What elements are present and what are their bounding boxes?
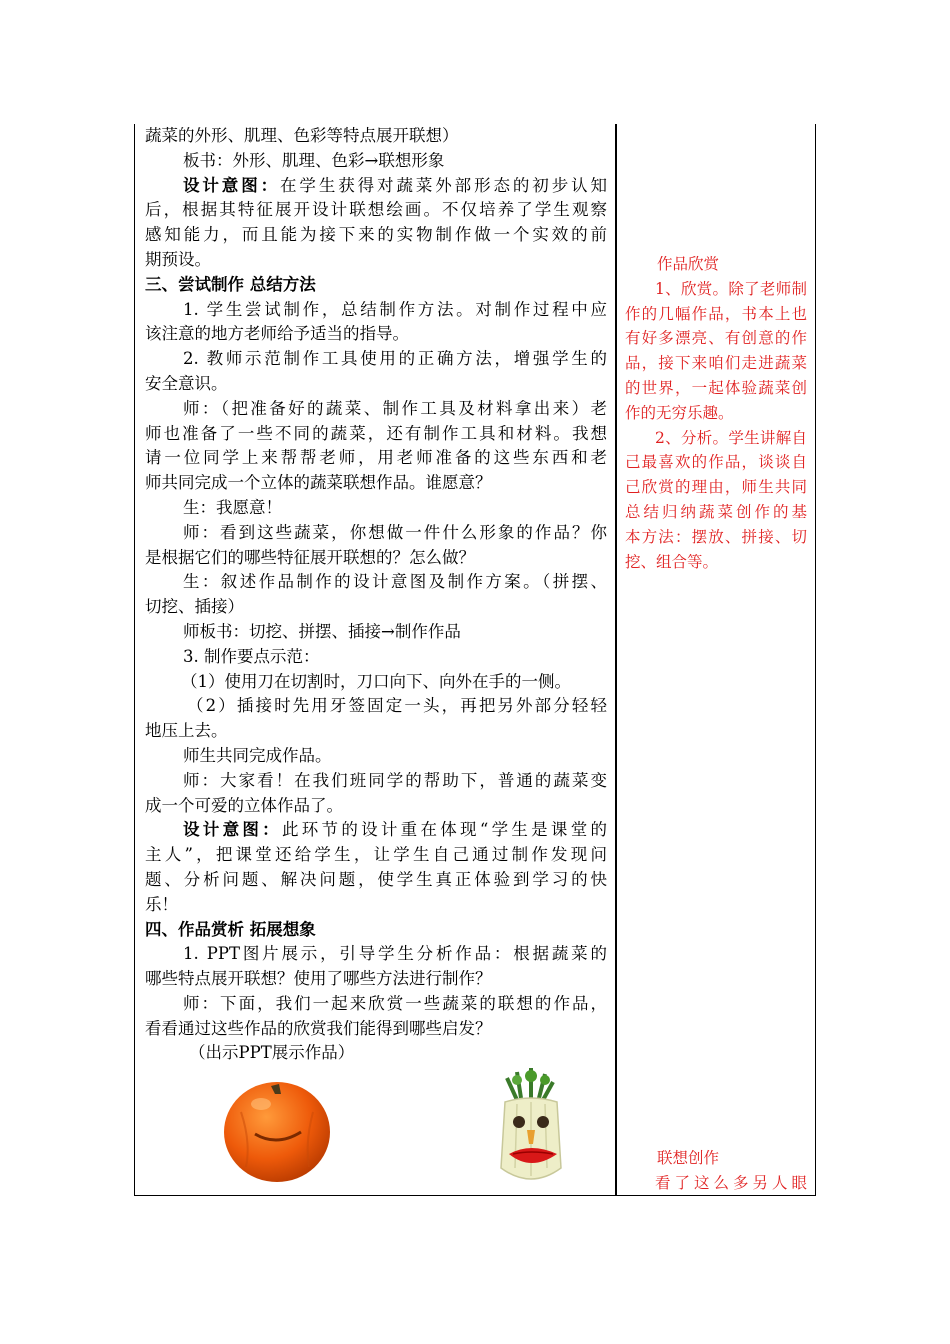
text-line: （2）插接时先用牙签固定一头，再把另外部分轻轻 [187, 696, 607, 716]
text-line: 是根据它们的哪些特征展开联想的？怎么做？ [145, 547, 475, 567]
text-line: 题、分析问题、解决问题，使学生真正体验到学习的快 [145, 869, 607, 889]
text-line: 师生共同完成作品。 [183, 745, 332, 765]
text-line: 师：下面，我们一起来欣赏一些蔬菜的联想的作品， [183, 993, 607, 1013]
side-line: 品，接下来咱们走进蔬菜 [625, 354, 807, 373]
side-line: 己最喜欢的作品，谈谈自 [625, 453, 807, 472]
side-line: 本方法：摆放、拼接、切 [625, 527, 807, 546]
board-note: 师板书：切挖、拼摆、插接→制作作品 [183, 621, 461, 641]
side-line: 2、分析。学生讲解自 [655, 428, 807, 447]
text-line: 1. PPT图片展示，引导学生分析作品：根据蔬菜的 [183, 944, 607, 964]
side-column-creation [625, 1146, 807, 1196]
side-line: 看了这么多另人眼 [655, 1173, 807, 1192]
design-intent-1: 设计意图：在学生获得对蔬菜外部形态的初步认知 [183, 175, 607, 195]
text-line: 感知能力，而且能为接下来的实物制作做一个实效的前 [145, 225, 607, 245]
text-line: 乐！ [145, 894, 178, 914]
side-title: 作品欣赏 [657, 255, 720, 273]
side-line: 挖、组合等。 [625, 552, 719, 571]
design-intent-label: 设计意图： [183, 175, 281, 195]
lesson-table [134, 124, 816, 1196]
side-line: 总结归纳蔬菜创作的基 [625, 502, 807, 521]
text-line: 期预设。 [145, 249, 211, 269]
section-heading-3: 三、尝试制作 总结方法 [145, 274, 316, 294]
text-line: （1）使用刀在切割时，刀口向下、向外在手的一侧。 [181, 671, 571, 691]
column-divider [615, 124, 617, 1195]
side-line: 有好多漂亮、有创意的作 [625, 329, 807, 348]
text-line: 安全意识。 [145, 373, 228, 393]
text-line: 成一个可爱的立体作品了。 [145, 795, 343, 815]
design-intent-label: 设计意图： [183, 820, 282, 840]
text-line: 3. 制作要点示范： [183, 646, 320, 666]
text-line: 生：叙述作品制作的设计意图及制作方案。（拼摆、 [183, 572, 607, 592]
text-line: 哪些特点展开联想？使用了哪些方法进行制作？ [145, 969, 492, 989]
board-note: 板书：外形、肌理、色彩→联想形象 [183, 150, 445, 170]
text-line: 1. 学生尝试制作，总结制作方法。对制作过程中应 [183, 299, 607, 319]
text-line: 师：大家看！在我们班同学的帮助下，普通的蔬菜变 [183, 770, 607, 790]
side-line: 作的无穷乐趣。 [625, 403, 734, 422]
text-line: （出示PPT展示作品） [189, 1043, 355, 1063]
text-line: 后，根据其特征展开设计联想绘画。不仅培养了学生观察 [145, 200, 607, 220]
text-line: 切挖、插接） [145, 597, 244, 617]
section-heading-4: 四、作品赏析 拓展想象 [145, 919, 316, 939]
side-line: 作的几幅作品，书本上也 [625, 304, 807, 323]
text-line: 师：看到这些蔬菜，你想做一件什么形象的作品？你 [183, 522, 607, 542]
text-line: 蔬菜的外形、肌理、色彩等特点展开联想） [145, 126, 459, 145]
text-line: 该注意的地方老师给予适当的指导。 [145, 324, 409, 344]
side-line: 1、欣赏。除了老师制 [655, 279, 807, 298]
design-intent-2: 设计意图：此环节的设计重在体现“学生是课堂的 [183, 820, 607, 840]
text-line: 师：（把准备好的蔬菜、制作工具及材料拿出来）老 [183, 398, 607, 418]
text-line: 师共同完成一个立体的蔬菜联想作品。谁愿意？ [145, 473, 492, 493]
main-column [145, 124, 607, 1066]
side-line: 的世界，一起体验蔬菜创 [625, 378, 807, 397]
pumpkin-face-image [221, 1072, 333, 1184]
text-line: 生：我愿意！ [183, 497, 282, 517]
text-line: 2. 教师示范制作工具使用的正确方法，增强学生的 [183, 349, 607, 369]
text-line: 看看通过这些作品的欣赏我们能得到哪些启发？ [145, 1018, 492, 1038]
fennel-face-image [487, 1068, 575, 1188]
text-line: 师也准备了一些不同的蔬菜，还有制作工具和材料。我想 [145, 423, 607, 443]
side-column-appreciation [625, 252, 807, 574]
text-line: 请一位同学上来帮帮老师，用老师准备的这些东西和老 [145, 448, 607, 468]
side-title: 联想创作 [657, 1149, 720, 1167]
text-line: 主人”，把课堂还给学生，让学生自己通过制作发现问 [145, 845, 607, 865]
side-line: 己欣赏的理由，师生共同 [625, 478, 807, 497]
text-line: 地压上去。 [145, 721, 228, 741]
